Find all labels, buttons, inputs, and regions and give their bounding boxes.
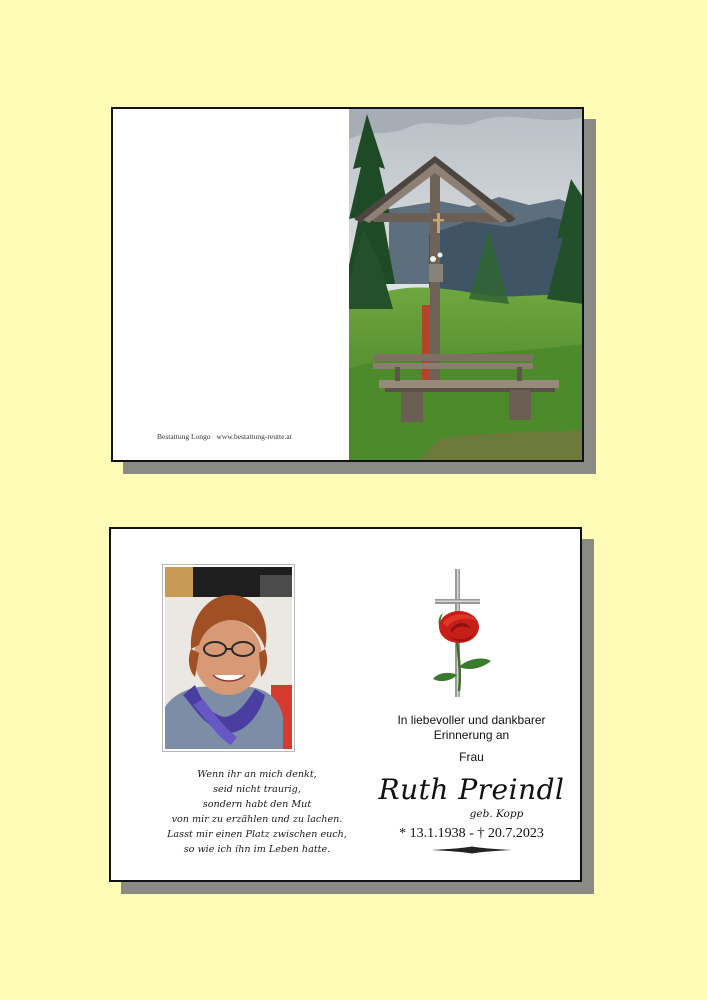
funeral-home-name: Bestattung Longo [157,432,211,441]
portrait-photo-frame [162,564,295,752]
inner-card [109,527,582,882]
front-card [111,107,584,462]
funeral-home-website: www.bestattung-reutte.at [216,432,292,441]
portrait-photo [165,567,292,749]
salutation: Frau [459,750,484,764]
funeral-home-credit [157,432,292,441]
dedication-line-2: Erinnerung an [433,728,510,742]
flourish-divider-icon [430,846,514,854]
poem-line: seid nicht traurig, [213,784,301,796]
poem-line: sondern habt den Mut [202,799,312,811]
poem-line: von mir zu erzählen und zu lachen. [171,814,343,826]
maiden-name: geb. Kopp [469,808,524,820]
deceased-name: Ruth Preindl [378,773,565,806]
cross-with-rose-icon [429,569,509,699]
poem-line: so wie ich ihn im Leben hatte. [183,844,331,856]
memorial-text [359,713,582,854]
poem-line: Wenn ihr an mich denkt, [197,769,317,780]
life-dates: * 13.1.1938 - † 20.7.2023 [399,826,544,841]
memorial-poem [121,767,393,858]
dedication-line-1: In liebevoller und dankbarer [397,713,546,727]
poem-line: Lasst mir einen Platz zwischen euch, [167,829,347,841]
wayside-cross-photo [349,109,584,460]
